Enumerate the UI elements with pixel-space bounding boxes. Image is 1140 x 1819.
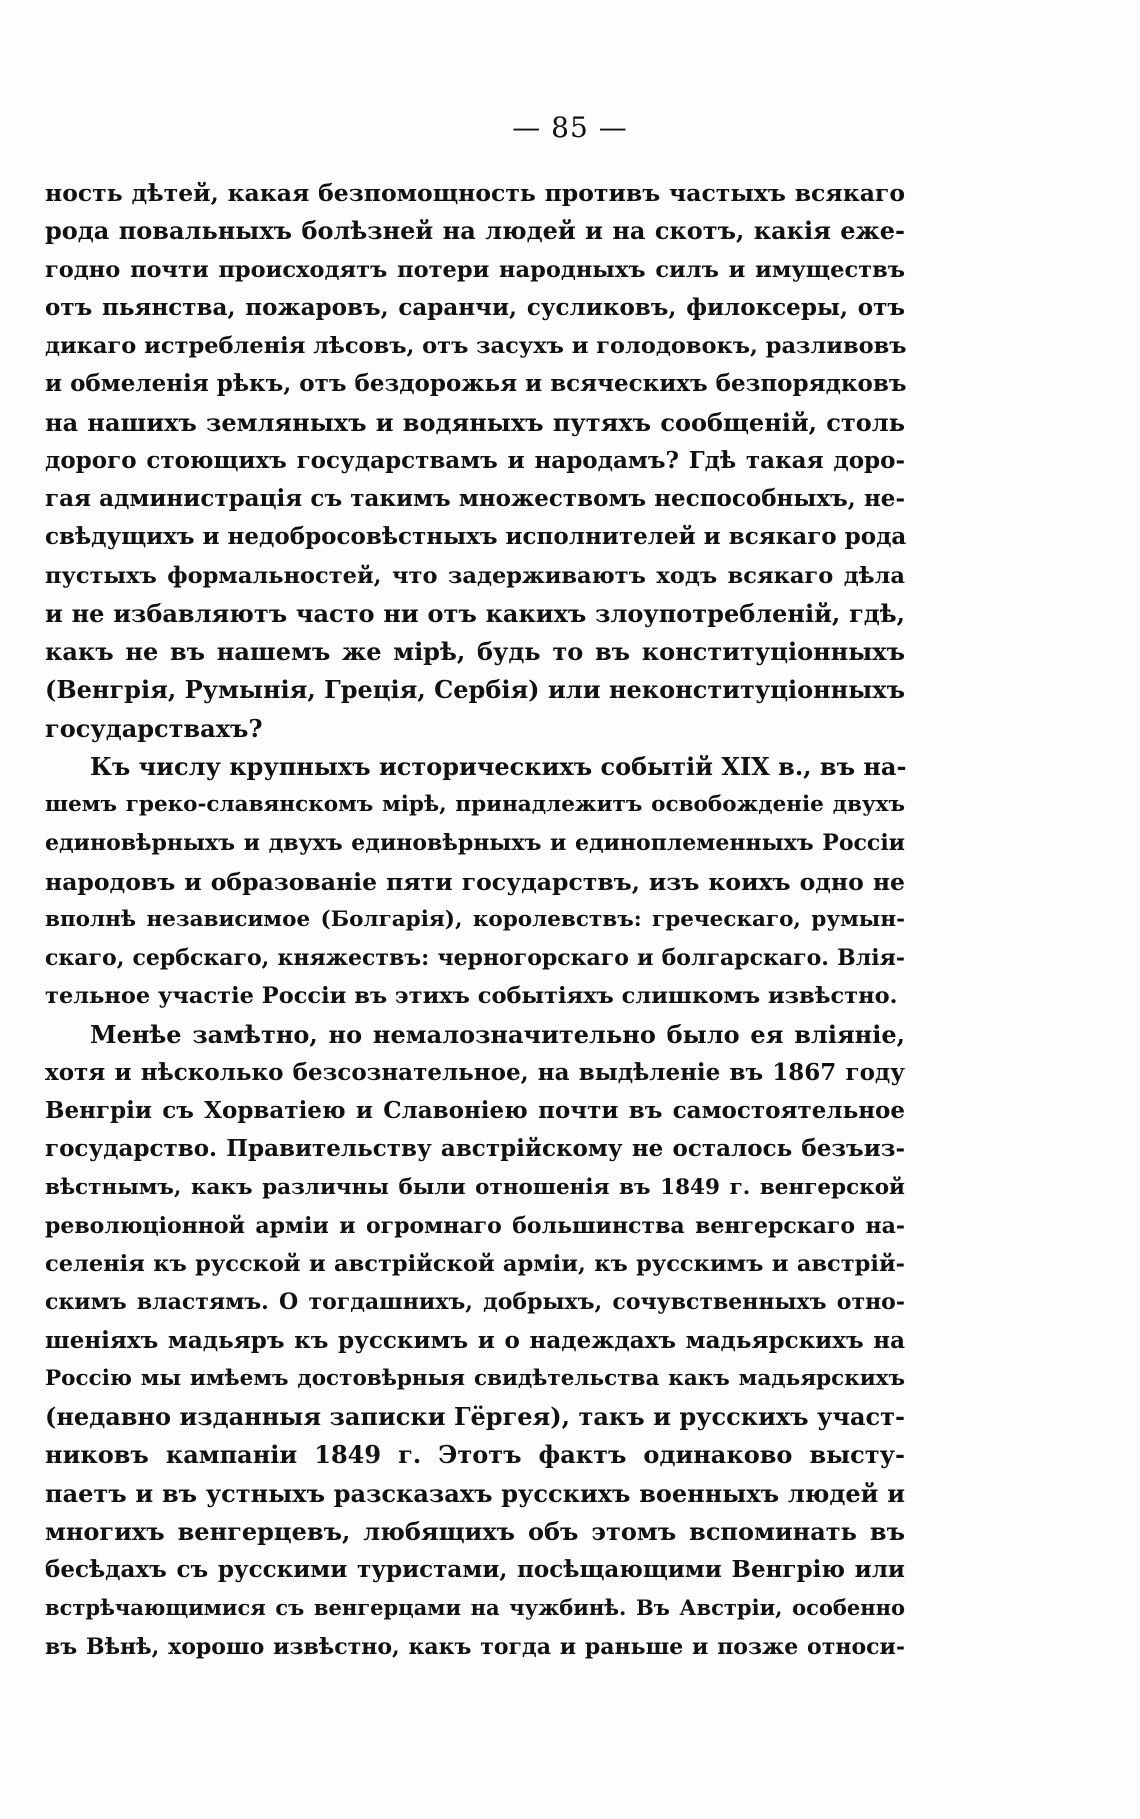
text-line: скаго, сербскаго, княжествъ: черногорскаго и болгарскаго. Влія- (45, 945, 905, 971)
text-line: рода повальныхъ болѣзней на людей и на скотъ, какія еже- (45, 216, 905, 246)
text-line: какъ не въ нашемъ же мірѣ, будь то въ конституціонныхъ (45, 637, 905, 666)
paragraph-first-line: Менѣе замѣтно, но немалозначительно было ея вліяніе, (90, 1019, 905, 1049)
text-line: паетъ и въ устныхъ разсказахъ русскихъ военныхъ людей и (45, 1478, 905, 1508)
text-line: революціонной арміи и огромнаго большинства венгерскаго на- (45, 1212, 905, 1239)
text-line: многихъ венгерцевъ, любящихъ объ этомъ вспоминать въ (45, 1516, 905, 1546)
text-line: и обмеленія рѣкъ, отъ бездорожья и всяческихъ безпорядковъ (45, 370, 907, 398)
text-line: хотя и нѣсколько безсознательное, на выдѣленіе въ 1867 году (45, 1058, 905, 1086)
text-line: и не избавляютъ часто ни отъ какихъ злоупотребленій, гдѣ, (45, 598, 905, 628)
text-line: (Венгрія, Румынія, Греція, Сербія) или неконституціонныхъ (45, 675, 905, 705)
text-line: государство. Правительству австрійскому не осталось безъиз- (45, 1135, 905, 1163)
body-text (45, 174, 905, 1666)
text-line: дорого стоющихъ государствамъ и народамъ? Гдѣ такая доро- (45, 446, 905, 474)
text-line: годно почти происходятъ потери народныхъ силъ и имуществъ (45, 256, 905, 283)
text-line: Венгріи съ Хорватіею и Славоніею почти въ самостоятельное (45, 1097, 905, 1124)
paragraph-first-line: Къ числу крупныхъ историческихъ событій XIX в., въ на- (90, 751, 907, 781)
text-line: въ Вѣнѣ, хорошо извѣстно, какъ тогда и раньше и позже относи- (45, 1633, 905, 1660)
text-line: отъ пьянства, пожаровъ, саранчи, сусликовъ, филоксеры, отъ (45, 293, 905, 321)
text-line: гая администрація съ такимъ множествомъ неспособныхъ, не- (45, 485, 905, 512)
text-line: на нашихъ земляныхъ и водяныхъ путяхъ сообщеній, столь (45, 407, 905, 437)
text-line: скимъ властямъ. О тогдашнихъ, добрыхъ, сочувственныхъ отно- (45, 1289, 905, 1316)
text-line: единовѣрныхъ и двухъ единовѣрныхъ и единоплеменныхъ Россіи (45, 830, 905, 857)
text-line: пустыхъ формальностей, что задерживаютъ ходъ всякаго дѣла (45, 562, 905, 589)
text-line: селенія къ русской и австрійской арміи, къ русскимъ и австрій- (45, 1251, 905, 1277)
text-line: вполнѣ независимое (Болгарія), королевствъ: греческаго, румын- (45, 906, 905, 932)
text-line: дикаго истребленія лѣсовъ, отъ засухъ и голодовокъ, разливовъ (45, 333, 907, 359)
text-line: ность дѣтей, какая безпомощность противъ частыхъ всякаго (45, 179, 905, 207)
text-line: народовъ и образованіе пяти государствъ, изъ коихъ одно не (45, 867, 905, 896)
text-line: Россію мы имѣемъ достовѣрныя свидѣтельства какъ мадьярскихъ (45, 1365, 905, 1391)
text-line: шемъ греко-славянскомъ мірѣ, принадлежитъ освобожденіе двухъ (45, 792, 905, 817)
text-line: государствахъ? (45, 713, 263, 743)
text-line: вѣстнымъ, какъ различны были отношенія въ 1849 г. венгерской (45, 1174, 905, 1200)
text-line: (недавно изданныя записки Гёргея), такъ и русскихъ участ- (45, 1402, 905, 1431)
text-line: тельное участіе Россіи въ этихъ событіяхъ слишкомъ извѣстно. (45, 983, 898, 1010)
page-number: — 85 — (512, 111, 628, 144)
text-line: никовъ кампаніи 1849 г. Этотъ фактъ одинаково высту- (45, 1440, 905, 1470)
text-line: встрѣчающимися съ венгерцами на чужбинѣ. Въ Австріи, особенно (45, 1595, 905, 1621)
text-line: бесѣдахъ съ русскими туристами, посѣщающими Венгрію или (45, 1556, 905, 1583)
text-line: свѣдущихъ и недобросовѣстныхъ исполнителей и всякаго рода (45, 523, 907, 551)
text-line: шеніяхъ мадьяръ къ русскимъ и о надеждахъ мадьярскихъ на (45, 1326, 905, 1354)
